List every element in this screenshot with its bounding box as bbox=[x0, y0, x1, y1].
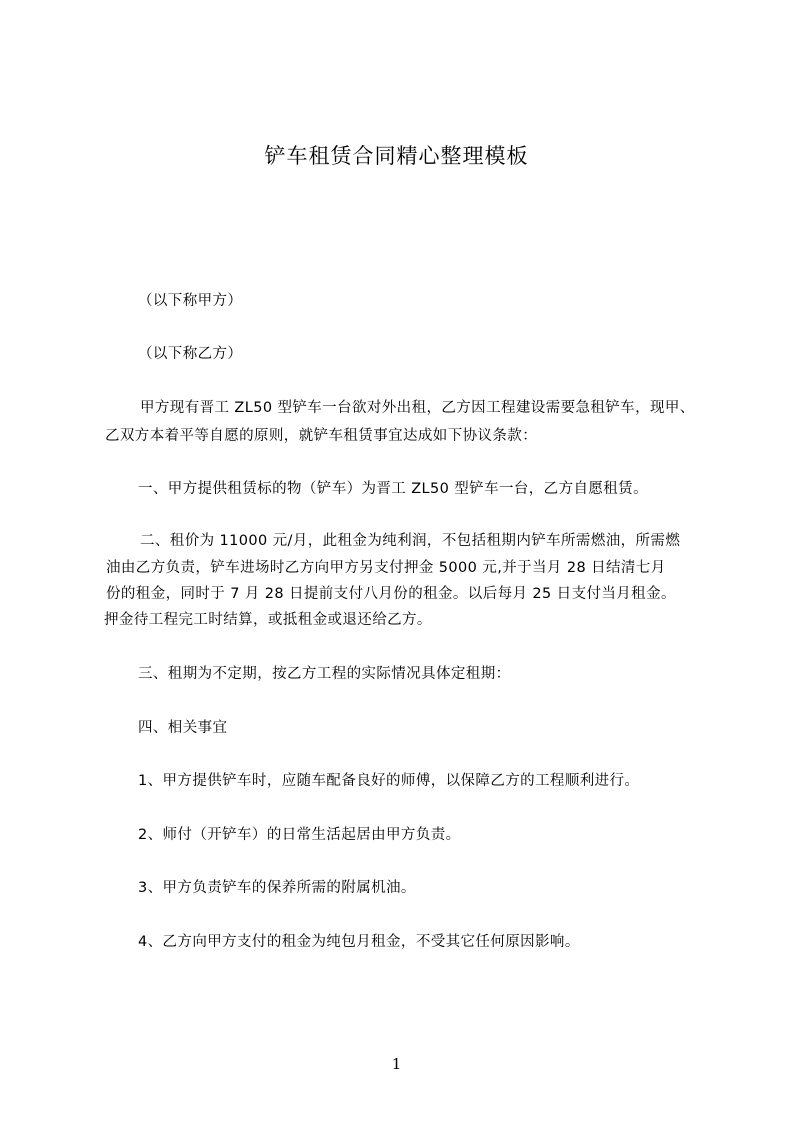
item-2: 2、师付（开铲车）的日常生活起居由甲方负责。 bbox=[138, 827, 461, 843]
item-3: 3、甲方负责铲车的保养所需的附属机油。 bbox=[138, 880, 416, 896]
intro-line-2: 乙双方本着平等自愿的原则，就铲车租赁事宜达成如下协议条款： bbox=[105, 428, 538, 444]
page-number: 1 bbox=[391, 1055, 402, 1073]
item-4: 4、乙方向甲方支付的租金为纯包月租金，不受其它任何原因影响。 bbox=[138, 934, 580, 950]
party-b-line: （以下称乙方） bbox=[138, 346, 243, 362]
party-a-line: （以下称甲方） bbox=[138, 293, 243, 309]
intro-line-1: 甲方现有晋工 ZL50 型铲车一台欲对外出租，乙方因工程建设需要急租铲车，现甲、 bbox=[140, 400, 695, 416]
clause-2-line-2: 油由乙方负责，铲车进场时乙方向甲方另支付押金 5000 元,并于当月 28 日结清七月 bbox=[106, 560, 666, 576]
clause-2-line-4: 押金待工程完工时结算，或抵租金或退还给乙方。 bbox=[104, 612, 432, 628]
clause-1: 一、甲方提供租赁标的物（铲车）为晋工 ZL50 型铲车一台，乙方自愿租赁。 bbox=[138, 481, 648, 497]
clause-4-heading: 四、相关事宜 bbox=[138, 720, 228, 736]
clause-3: 三、租期为不定期，按乙方工程的实际情况具体定租期： bbox=[138, 666, 511, 682]
clause-2-line-3: 份的租金，同时于 7 月 28 日提前支付八月份的租金。以后每月 25 日支付当月租金。 bbox=[106, 586, 676, 602]
item-1: 1、甲方提供铲车时，应随车配备良好的师傅，以保障乙方的工程顺利进行。 bbox=[138, 773, 640, 789]
clause-2-line-1: 二、租价为 11000 元/月，此租金为纯利润，不包括租期内铲车所需燃油，所需燃 bbox=[140, 533, 681, 549]
document-title: 铲车租赁合同精心整理模板 bbox=[264, 144, 529, 168]
